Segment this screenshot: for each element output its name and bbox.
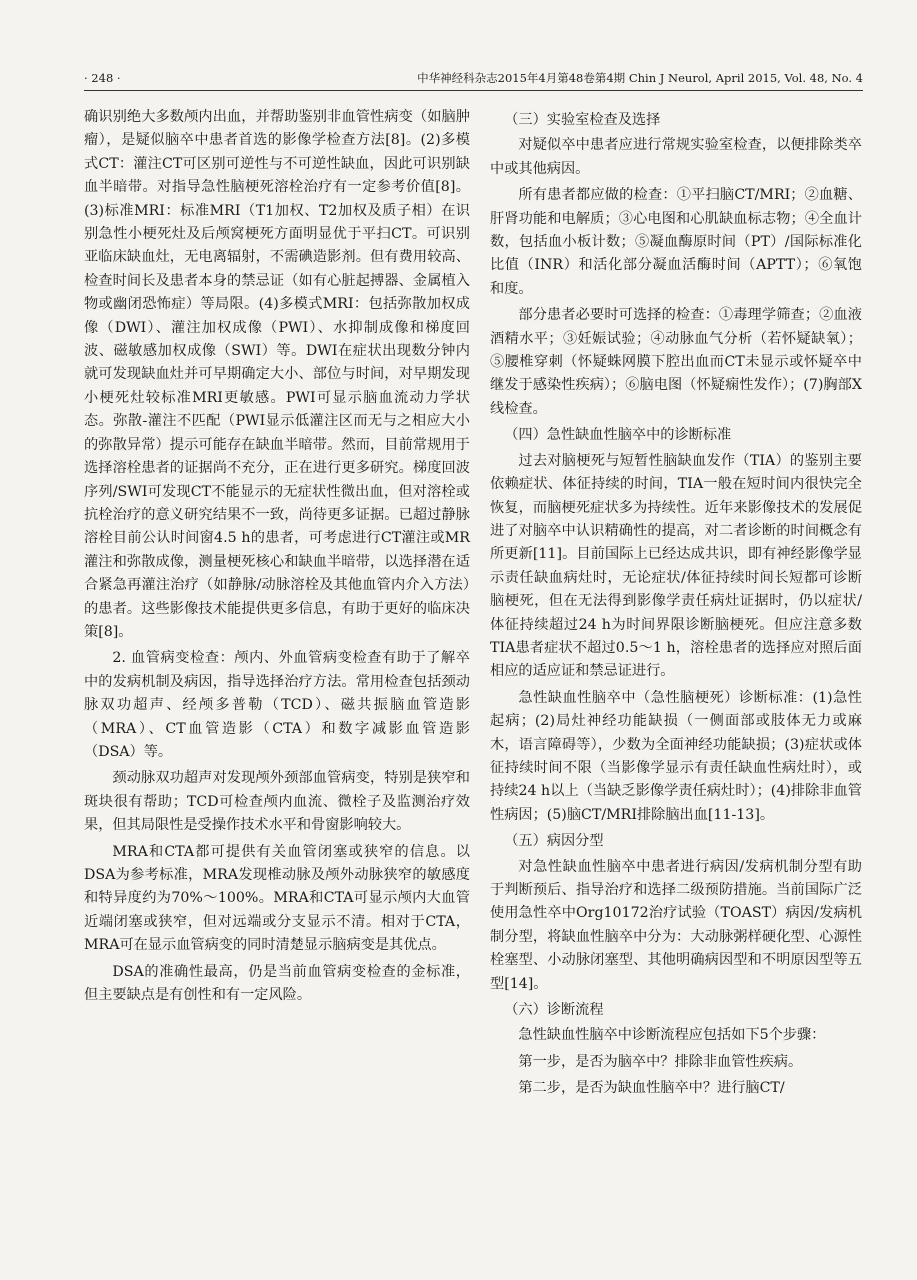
paragraph: 颈动脉双功超声对发现颅外颈部血管病变，特别是狭窄和斑块很有帮助；TCD可检查颅内血流、微栓子及监测治疗效果，但其局限性是受操作技术水平和骨窗影响较大。 — [84, 770, 470, 834]
paragraph: 所有患者都应做的检查：①平扫脑CT/MRI；②血糖、肝肾功能和电解质；③心电图和心肌缺血标志物；④全血计数，包括血小板计数；⑤凝血酶原时间（PT）/国际标准化比值（INR）和活化部分凝血活酶时间（APTT）；⑥氧饱和度。 — [490, 187, 862, 297]
paragraph: 急性缺血性脑卒中诊断流程应包括如下5个步骤： — [518, 1027, 826, 1044]
paragraph: 第二步，是否为缺血性脑卒中？进行脑CT/ — [518, 1080, 785, 1097]
paragraph: 对疑似卒中患者应进行常规实验室检查，以便排除类卒中或其他病因。 — [490, 137, 862, 177]
section-heading: （五）病因分型 — [504, 833, 604, 850]
paragraph: 急性缺血性脑卒中（急性脑梗死）诊断标准：(1)急性起病；(2)局灶神经功能缺损（一侧面部或肢体无力或麻木，语言障碍等），少数为全面神经功能缺损；(3)症状或体征持续时间不限（当影像学显示有责任缺血性病灶时），或持续24 h以上（当缺乏影像学责任病灶时）；(4)排除非血管性病因；(5)脑CT/MRI排除脑出血[11-13]。 — [490, 689, 862, 823]
paragraph: MRA和CTA都可提供有关血管闭塞或狭窄的信息。以DSA为参考标准，MRA发现椎动脉及颅外动脉狭窄的敏感度和特异度约为70%～100%。MRA和CTA可显示颅内大血管近端闭塞或狭窄，但对远端或分支显示不清。相对于CTA，MRA可在显示血管病变的同时清楚显示脑病变是其优点。 — [84, 843, 470, 954]
left-column — [84, 106, 470, 1007]
running-header — [84, 68, 863, 91]
paragraph: 确识别绝大多数颅内出血，并帮助鉴别非血管性病变（如脑肿瘤），是疑似脑卒中患者首选的影像学检查方法[8]。(2)多模式CT：灌注CT可区别可逆性与不可逆性缺血，因此可识别缺血半暗带。对指导急性脑梗死溶栓治疗有一定参考价值[8]。(3)标准MRI：标准MRI（T1加权、T2加权及质子相）在识别急性小梗死灶及后颅窝梗死方面明显优于平扫CT。可识别亚临床缺血灶，无电离辐射，不需碘造影剂。但有费用较高、检查时间长及患者本身的禁忌证（如有心脏起搏器、金属植入物或幽闭恐怖症）等局限。(4)多模式MRI：包括弥散加权成像（DWI）、灌注加权成像（PWI）、水抑制成像和梯度回波、磁敏感加权成像（SWI）等。DWI在症状出现数分钟内就可发现缺血灶并可早期确定大小、部位与时间，对早期发现小梗死灶较标准MRI更敏感。PWI可显示脑血流动力学状态。弥散-灌注不匹配（PWI显示低灌注区而无与之相应大小的弥散异常）提示可能存在缺血半暗带。然而，目前常规用于选择溶栓患者的证据尚不充分，正在进行更多研究。梯度回波序列/SWI可发现CT不能显示的无症状性微出血，但对溶栓或抗栓治疗的意义研究结果不一致，尚待更多证据。已超过静脉溶栓目前公认时间窗4.5 h的患者，可考虑进行CT灌注或MR灌注和弥散成像，测量梗死核心和缺血半暗带，以选择潜在适合紧急再灌注治疗（如静脉/动脉溶栓及其他血管内介入方法）的患者。这些影像技术能提供更多信息，有助于更好的临床决策[8]。 — [84, 109, 470, 640]
page-number: · 248 · — [84, 71, 121, 85]
paragraph: 第一步，是否为脑卒中？排除非血管性疾病。 — [518, 1053, 803, 1070]
right-column — [490, 106, 862, 1101]
section-heading: （三）实验室检查及选择 — [504, 112, 661, 128]
paragraph: DSA的准确性最高，仍是当前血管病变检查的金标准，但主要缺点是有创性和有一定风险。 — [84, 963, 470, 1004]
paragraph: 过去对脑梗死与短暂性脑缺血发作（TIA）的鉴别主要依赖症状、体征持续的时间，TIA一般在短时间内很快完全恢复，而脑梗死症状多为持续性。近年来影像技术的发展促进了对脑卒中认识精确性的提高，对二者诊断的时间概念有所更新[11]。目前国际上已经达成共识，即有神经影像学显示责任缺血病灶时，无论症状/体征持续时间长短都可诊断脑梗死，但在无法得到影像学责任病灶证据时，仍以症状/体征持续超过24 h为时间界限诊断脑梗死。但应注意多数TIA患者症状不超过0.5～1 h，溶栓患者的选择应对照后面相应的适应证和禁忌证进行。 — [490, 452, 862, 680]
paragraph: 对急性缺血性脑卒中患者进行病因/发病机制分型有助于判断预后、指导治疗和选择二级预防措施。当前国际广泛使用急性卒中Org10172治疗试验（TOAST）病因/发病机制分型，将缺血性脑卒中分为：大动脉粥样硬化型、心源性栓塞型、小动脉闭塞型、其他明确病因型和不明原因型等五型[14]。 — [490, 858, 862, 992]
journal-citation: 中华神经科杂志2015年4月第48卷第4期 Chin J Neurol, April 2015, Vol. 48, No. 4 — [417, 71, 863, 85]
section-heading: （四）急性缺血性脑卒中的诊断标准 — [504, 427, 732, 444]
paragraph: 2. 血管病变检查：颅内、外血管病变检查有助于了解卒中的发病机制及病因，指导选择治疗方法。常用检查包括颈动脉双功超声、经颅多普勒（TCD）、磁共振脑血管造影（MRA）、CT血管造影（CTA）和数字减影血管造影（DSA）等。 — [84, 650, 470, 760]
section-heading: （六）诊断流程 — [504, 1002, 604, 1019]
paragraph: 部分患者必要时可选择的检查：①毒理学筛查；②血液酒精水平；③妊娠试验；④动脉血气分析（若怀疑缺氧）；⑤腰椎穿刺（怀疑蛛网膜下腔出血而CT未显示或怀疑卒中继发于感染性疾病）；⑥脑电图（怀疑痫性发作）；(7)胸部X线检查。 — [490, 307, 862, 417]
